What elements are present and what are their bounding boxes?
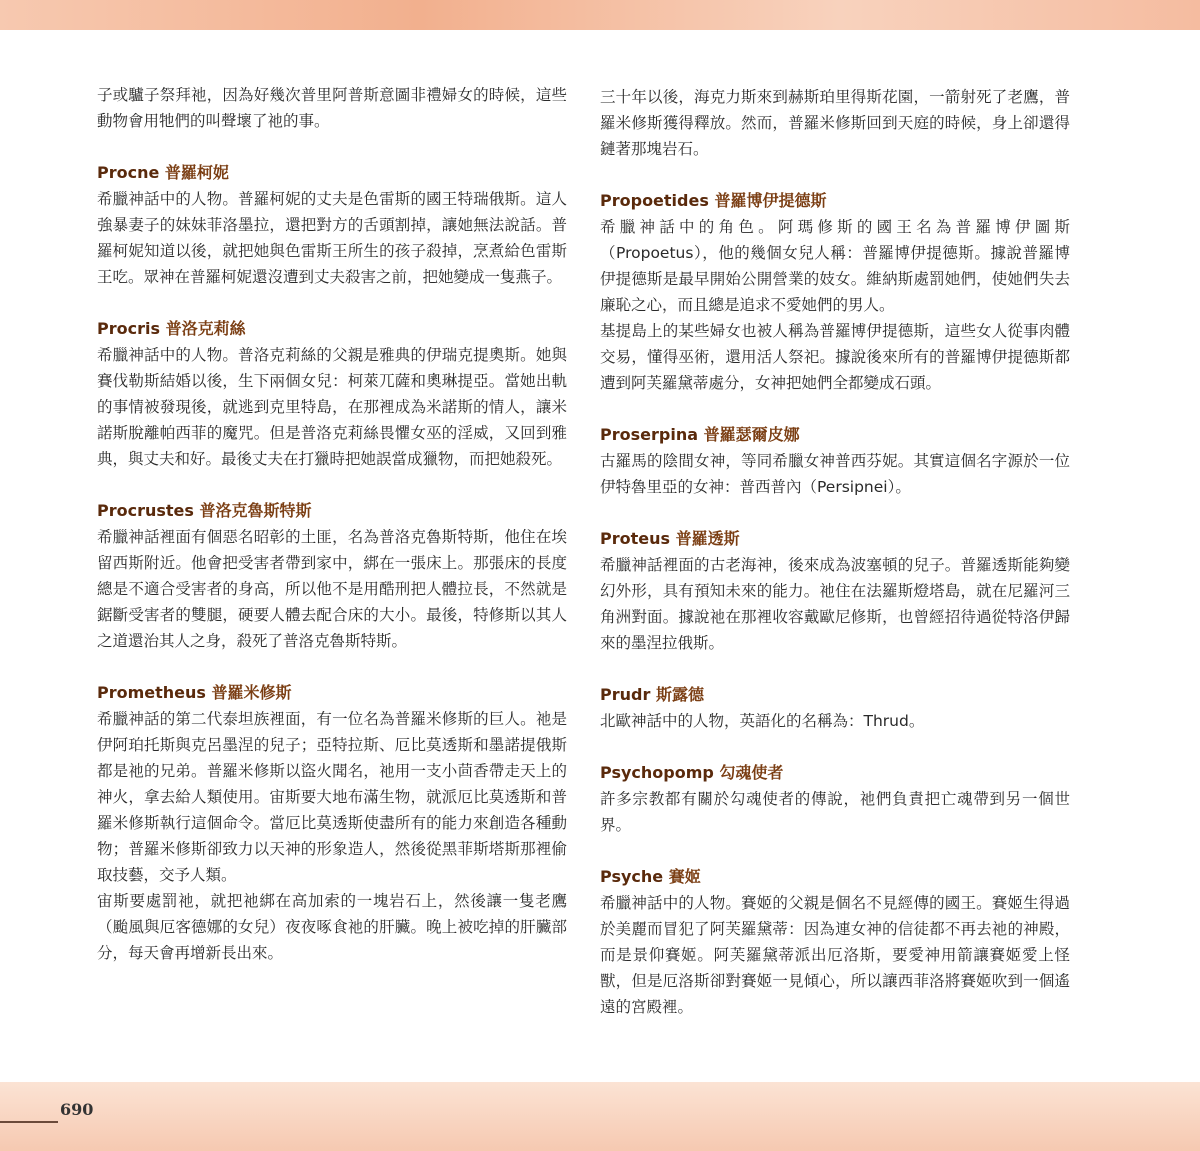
entry-heading [600, 422, 1070, 448]
top-decorative-band [0, 0, 1200, 30]
entry-title-cjk: 普羅博伊提德斯 [714, 191, 827, 210]
entry-proteus [600, 526, 1070, 656]
entry-paragraph: 北歐神話中的人物，英語化的名稱為：Thrud。 [600, 712, 925, 730]
page-number-rule [0, 1121, 58, 1123]
entry-paragraph: 古羅馬的陰間女神，等同希臘女神普西芬妮。其實這個名字源於一位伊特魯里亞的女神：普西普內（Persipnei）。 [600, 452, 1070, 496]
page-number: 690 [60, 1100, 94, 1119]
entry-title-latin: Psyche [600, 867, 664, 886]
entry-paragraph: 基提島上的某些婦女也被人稱為普羅博伊提德斯，這些女人從事肉體交易，懂得巫術，還用活人祭祀。據說後來所有的普羅博伊提德斯都遭到阿芙羅黛蒂處分，女神把她們全都變成石頭。 [600, 322, 1070, 392]
entry-title-cjk: 普洛克魯斯特斯 [199, 501, 312, 520]
entry-heading [97, 316, 567, 342]
entry-heading [97, 498, 567, 524]
entry-title-cjk: 普羅透斯 [675, 529, 740, 548]
entry-paragraph: 希臘神話的第二代泰坦族裡面，有一位名為普羅米修斯的巨人。祂是伊阿珀托斯與克呂墨涅的兒子；亞特拉斯、厄比莫透斯和墨諾提俄斯都是祂的兄弟。普羅米修斯以盜火聞名，祂用一支小茴香帶走天上的神火，拿去給人類使用。宙斯要大地布滿生物，就派厄比莫透斯和普羅米修斯執行這個命令。當厄比莫透斯使盡所有的能力來創造各種動物；普羅米修斯卻致力以天神的形象造人，然後從黑菲斯塔斯那裡偷取技藝，交予人類。 [97, 710, 567, 884]
entry-procris [97, 316, 567, 472]
entry-title-cjk: 斯露德 [655, 685, 704, 704]
entry-paragraph: 希臘神話裡面的古老海神，後來成為波塞頓的兒子。普羅透斯能夠變幻外形，具有預知未來的能力。祂住在法羅斯燈塔島，就在尼羅河三角洲對面。據說祂在那裡收容戴歐尼修斯，也曾經招待過從特洛伊歸來的墨涅拉俄斯。 [600, 556, 1070, 652]
entry-title-cjk: 勾魂使者 [719, 763, 784, 782]
entry-procne [97, 160, 567, 290]
entry-propoetides [600, 188, 1070, 396]
entry-paragraph: 希臘神話裡面有個惡名昭彰的土匪，名為普洛克魯斯特斯，他住在埃留西斯附近。他會把受害者帶到家中，綁在一張床上。那張床的長度總是不適合受害者的身高，所以他不是用酷刑把人體拉長，不然就是鋸斷受害者的雙腿，硬要人體去配合床的大小。最後，特修斯以其人之道還治其人之身，殺死了普洛克魯斯特斯。 [97, 528, 567, 650]
entry-title-latin: Proteus [600, 529, 671, 548]
entry-title-latin: Propoetides [600, 191, 709, 210]
entry-title-cjk: 賽姬 [668, 867, 701, 886]
right-intro-paragraph: 三十年以後，海克力斯來到赫斯珀里得斯花園，一箭射死了老鷹，普羅米修斯獲得釋放。然而，普羅米修斯回到天庭的時候，身上卻還得鏈著那塊岩石。 [600, 88, 1070, 158]
entry-title-latin: Psychopomp [600, 763, 714, 782]
left-intro-paragraph: 子或驢子祭拜祂，因為好幾次普里阿普斯意圖非禮婦女的時候，這些動物會用牠們的叫聲壞了祂的事。 [97, 86, 567, 130]
entry-title-latin: Procne [97, 163, 160, 182]
entry-title-latin: Proserpina [600, 425, 698, 444]
bottom-decorative-band [0, 1082, 1200, 1151]
entry-title-latin: Prometheus [97, 683, 206, 702]
entry-title-latin: Prudr [600, 685, 651, 704]
entry-paragraph: 許多宗教都有關於勾魂使者的傳說，祂們負責把亡魂帶到另一個世界。 [600, 790, 1070, 834]
entry-title-latin: Procrustes [97, 501, 194, 520]
entry-heading [600, 864, 1070, 890]
entry-heading [600, 526, 1070, 552]
entry-heading [600, 188, 1070, 214]
entry-title-cjk: 普羅米修斯 [211, 683, 292, 702]
entry-prometheus [97, 680, 567, 966]
entry-heading [97, 680, 567, 706]
entry-heading [600, 682, 1070, 708]
entry-prudr [600, 682, 1070, 734]
entry-heading [600, 760, 1070, 786]
entry-heading [97, 160, 567, 186]
entry-paragraph: 宙斯要處罰祂，就把祂綁在高加索的一塊岩石上，然後讓一隻老鷹（颱風與厄客德娜的女兒）夜夜啄食祂的肝臟。晚上被吃掉的肝臟部分，每天會再增新長出來。 [97, 892, 567, 962]
entry-psychopomp [600, 760, 1070, 838]
entry-title-cjk: 普洛克莉絲 [165, 319, 246, 338]
entry-title-cjk: 普羅瑟爾皮娜 [703, 425, 800, 444]
entry-psyche [600, 864, 1070, 1020]
entry-title-cjk: 普羅柯妮 [164, 163, 229, 182]
entry-proserpina [600, 422, 1070, 500]
right-column [600, 84, 1070, 1020]
entry-paragraph: 希臘神話中的角色。阿瑪修斯的國王名為普羅博伊圖斯（Propoetus），他的幾個女兒人稱：普羅博伊提德斯。據說普羅博伊提德斯是最早開始公開營業的妓女。維納斯處罰她們，使她們失去廉恥之心，而且總是追求不愛她們的男人。 [600, 218, 1070, 314]
left-column [97, 82, 567, 966]
entry-paragraph: 希臘神話中的人物。普羅柯妮的丈夫是色雷斯的國王特瑞俄斯。這人強暴妻子的妹妹菲洛墨拉，還把對方的舌頭割掉，讓她無法說話。普羅柯妮知道以後，就把她與色雷斯王所生的孩子殺掉，烹煮給色雷斯王吃。眾神在普羅柯妮還沒遭到丈夫殺害之前，把她變成一隻燕子。 [97, 190, 567, 286]
entry-title-latin: Procris [97, 319, 160, 338]
entry-paragraph: 希臘神話中的人物。普洛克莉絲的父親是雅典的伊瑞克提奧斯。她與賽伐勒斯結婚以後，生下兩個女兒：柯萊兀薩和奧琳提亞。當她出軌的事情被發現後，就逃到克里特島，在那裡成為米諾斯的情人，讓米諾斯脫離帕西菲的魔咒。但是普洛克莉絲畏懼女巫的淫威，又回到雅典，與丈夫和好。最後丈夫在打獵時把她誤當成獵物，而把她殺死。 [97, 346, 567, 468]
entry-procrustes [97, 498, 567, 654]
entry-paragraph: 希臘神話中的人物。賽姬的父親是個名不見經傳的國王。賽姬生得過於美麗而冒犯了阿芙羅黛蒂：因為連女神的信徒都不再去祂的神殿，而是景仰賽姬。阿芙羅黛蒂派出厄洛斯，要愛神用箭讓賽姬愛上怪獸，但是厄洛斯卻對賽姬一見傾心，所以讓西菲洛將賽姬吹到一個遙遠的宮殿裡。 [600, 894, 1070, 1016]
